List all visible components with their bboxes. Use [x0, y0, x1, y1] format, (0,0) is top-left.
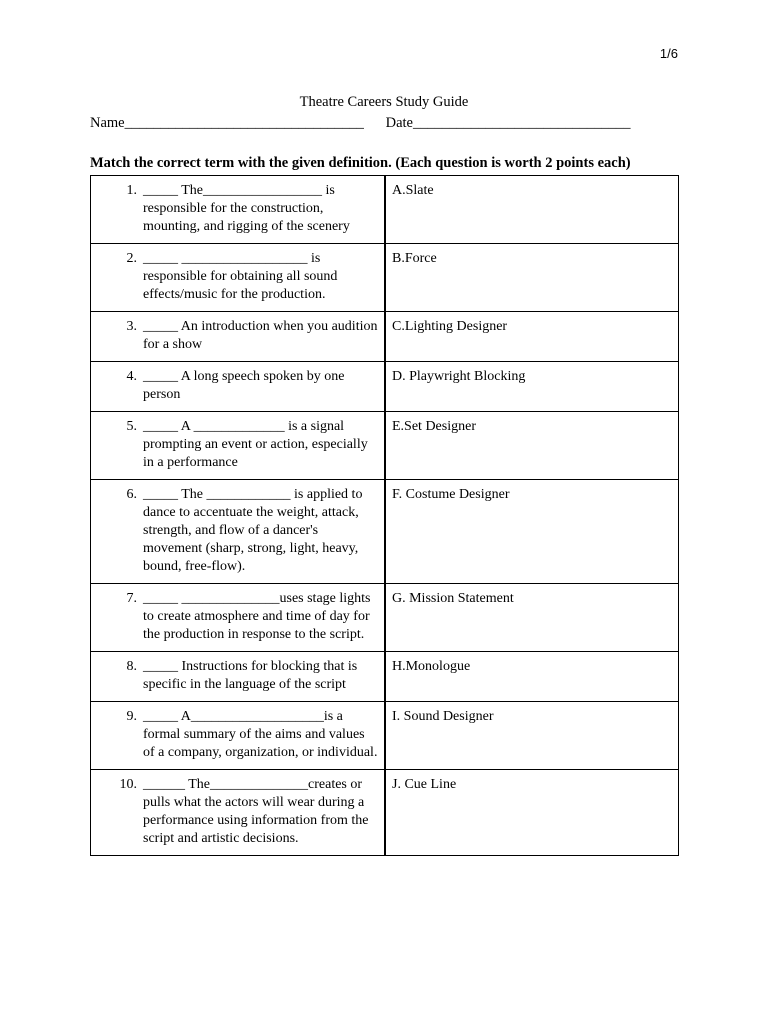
- answer-option: E.Set Designer: [385, 412, 679, 480]
- question-number: 3.: [126, 319, 137, 334]
- answer-option: F. Costume Designer: [385, 480, 679, 584]
- question-text: _____ An introduction when you audition for a show: [143, 319, 378, 352]
- question-text: _____ The_________________ is responsible for the construction, mounting, and rigging of the scenery: [143, 183, 350, 234]
- question-cell: [91, 584, 386, 652]
- question-number: 9.: [126, 709, 137, 724]
- table-row: [91, 176, 679, 244]
- table-row: [91, 362, 679, 412]
- answer-option: J. Cue Line: [385, 770, 679, 856]
- answer-option: A.Slate: [385, 176, 679, 244]
- question-number: 2.: [126, 251, 137, 266]
- question-text: _____ The ____________ is applied to dance to accentuate the weight, attack, strength, and flow of a dancer's movement (sharp, strong, light, heavy, bound, free-flow).: [143, 487, 363, 574]
- answer-option: B.Force: [385, 244, 679, 312]
- question-number: 6.: [126, 487, 137, 502]
- answer-option: D. Playwright Blocking: [385, 362, 679, 412]
- question-cell: [91, 652, 386, 702]
- question-cell: [91, 244, 386, 312]
- table-row: [91, 584, 679, 652]
- question-cell: [91, 412, 386, 480]
- page-title: Theatre Careers Study Guide: [299, 94, 469, 110]
- question-cell: [91, 480, 386, 584]
- answer-option: I. Sound Designer: [385, 702, 679, 770]
- table-row: [91, 480, 679, 584]
- question-cell: [91, 176, 386, 244]
- question-number: 1.: [126, 183, 137, 198]
- question-cell: [91, 362, 386, 412]
- question-cell: [91, 702, 386, 770]
- answer-option: C.Lighting Designer: [385, 312, 679, 362]
- question-text: _____ ______________uses stage lights to create atmosphere and time of day for the production in response to the script.: [143, 591, 371, 642]
- name-date-line: Name_________________________________ Date______________________________: [90, 115, 631, 131]
- table-row: [91, 412, 679, 480]
- question-text: _____ A___________________is a formal summary of the aims and values of a company, organization, or individual.: [143, 709, 378, 760]
- question-number: 5.: [126, 419, 137, 434]
- question-number: 4.: [126, 369, 137, 384]
- question-text: _____ A long speech spoken by one person: [143, 369, 345, 402]
- question-number: 8.: [126, 659, 137, 674]
- table-row: [91, 702, 679, 770]
- instructions: Match the correct term with the given definition. (Each question is worth 2 points each): [90, 155, 631, 171]
- table-row: [91, 244, 679, 312]
- table-row: [91, 770, 679, 856]
- question-text: _____ __________________ is responsible for obtaining all sound effects/music for the production.: [143, 251, 338, 302]
- question-text: _____ A _____________ is a signal prompting an event or action, especially in a performance: [143, 419, 368, 470]
- answer-option: G. Mission Statement: [385, 584, 679, 652]
- question-cell: [91, 312, 386, 362]
- question-cell: [91, 770, 386, 856]
- table-row: [91, 652, 679, 702]
- table-row: [91, 312, 679, 362]
- answer-option: H.Monologue: [385, 652, 679, 702]
- question-text: ______ The______________creates or pulls what the actors will wear during a performance using information from the script and artistic decisions.: [143, 777, 369, 846]
- question-number: 10.: [119, 777, 137, 792]
- question-text: _____ Instructions for blocking that is specific in the language of the script: [143, 659, 358, 692]
- question-number: 7.: [126, 591, 137, 606]
- page-number: 1/6: [659, 46, 678, 61]
- matching-table: [90, 175, 679, 856]
